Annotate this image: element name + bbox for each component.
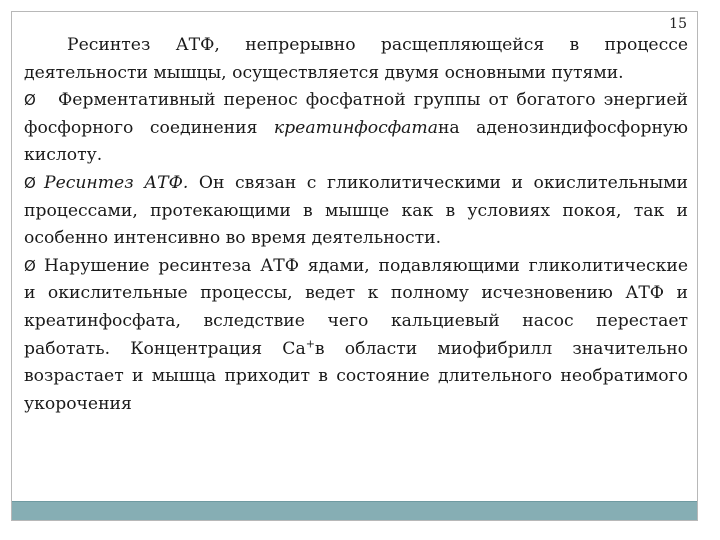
bottom-bar xyxy=(12,501,697,520)
item2-italic-term: Ресинтез АТФ. xyxy=(44,172,189,193)
intro-paragraph: Ресинтез АТФ, непрерывно расщепляющейся в процессе деятельности мышцы, осуществляется двумя основными путями. xyxy=(24,35,688,83)
bullet-arrow-icon: Ø xyxy=(24,173,36,192)
slide xyxy=(11,11,698,521)
bullet-arrow-icon: Ø xyxy=(24,256,36,275)
item3-superscript: + xyxy=(305,336,315,350)
item1-text-b: на аденозиндифосфорную кислоту. xyxy=(24,117,688,166)
item3-text-a: Нарушение ресинтеза АТФ ядами, подавляющими гликолитические и окислительные процессы, ведет к полному исчезновению АТФ и креатинфосфата, вследствие чего кальциевый насос перестает работать. Концентрация Са xyxy=(24,255,688,359)
item1-text-a: Ферментативный перенос фосфатной группы от богатого энергией фосфорного соединения xyxy=(24,90,688,138)
item1-italic-term: креатинфосфата xyxy=(273,117,438,138)
list-item-3 xyxy=(24,253,688,419)
item3-text-b: в области миофибрилл значительно возрастает и мышца приходит в состояние длительного необратимого укорочения xyxy=(24,338,688,414)
bullet-arrow-icon: Ø xyxy=(24,91,36,110)
item2-text-b: Он связан с гликолитическими и окислительными процессами, протекающими в мышце как в условиях покоя, так и особенно интенсивно во время деятельности. xyxy=(24,172,688,249)
page-number: 15 xyxy=(669,16,687,32)
list-item-1 xyxy=(24,87,688,170)
list-item-2 xyxy=(24,170,688,253)
slide-content xyxy=(24,32,688,418)
